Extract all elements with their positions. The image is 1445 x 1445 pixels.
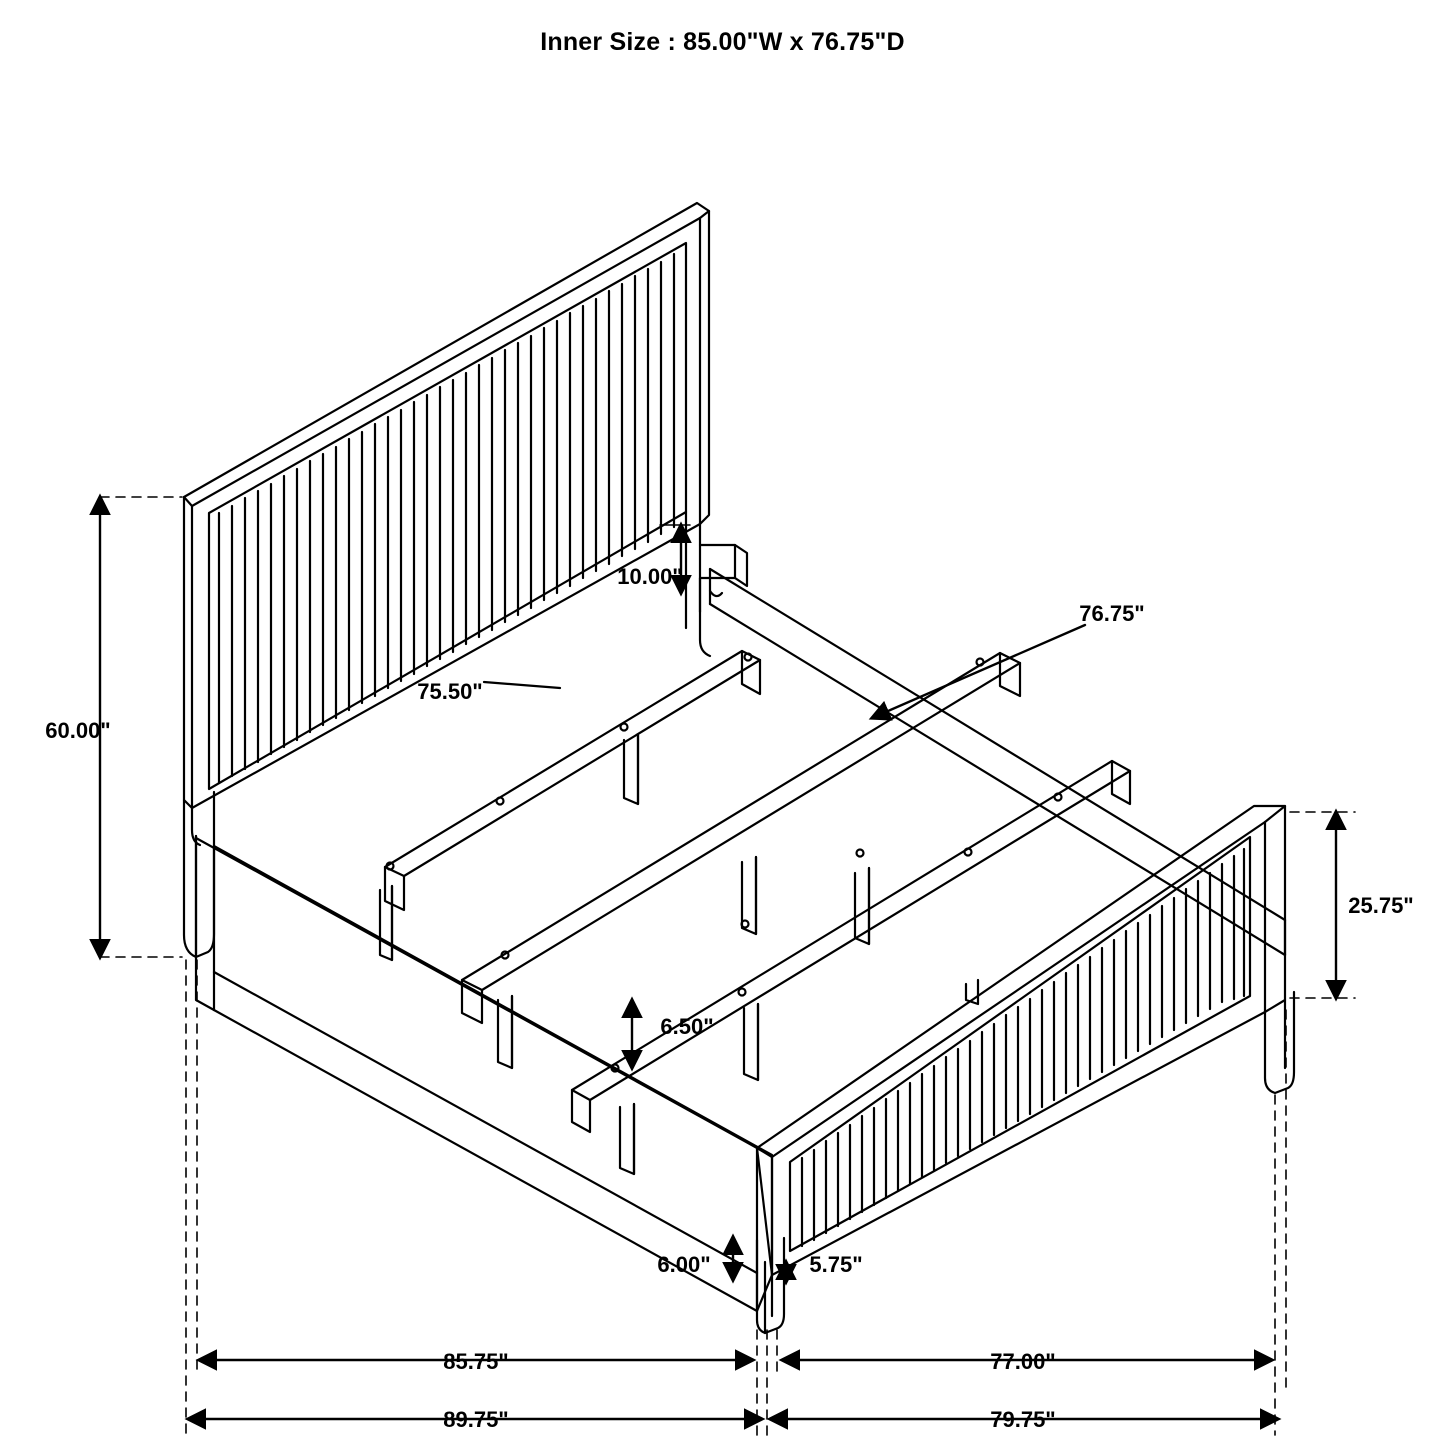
dim-headboard-height xyxy=(100,497,182,957)
label-footboard-height: 25.75" xyxy=(1348,893,1414,918)
headboard-panel xyxy=(184,203,709,808)
label-slat-length: 75.50" xyxy=(417,679,483,704)
dim-slat-length xyxy=(484,682,560,688)
label-headboard-to-rail: 10.00" xyxy=(617,564,683,589)
label-side-length-outer: 89.75" xyxy=(443,1407,509,1432)
label-footboard-clearance: 6.00" xyxy=(657,1252,711,1277)
label-headboard-height: 60.00" xyxy=(45,718,111,743)
footboard-panel xyxy=(757,806,1285,1275)
label-side-length-inner: 85.75" xyxy=(443,1349,509,1374)
label-inner-depth: 76.75" xyxy=(1079,601,1145,626)
dim-inner-depth xyxy=(872,625,1085,718)
label-footboard-width-outer: 79.75" xyxy=(990,1407,1056,1432)
label-foot-leg-width: 5.75" xyxy=(809,1252,863,1277)
label-footboard-width-inner: 77.00" xyxy=(990,1349,1056,1374)
extension-lines xyxy=(186,960,1286,1435)
dim-footboard-height xyxy=(1290,812,1355,998)
page-title: Inner Size : 85.00"W x 76.75"D xyxy=(540,28,905,56)
left-side-rail xyxy=(196,836,772,1311)
label-slat-height: 6.50" xyxy=(660,1014,714,1039)
